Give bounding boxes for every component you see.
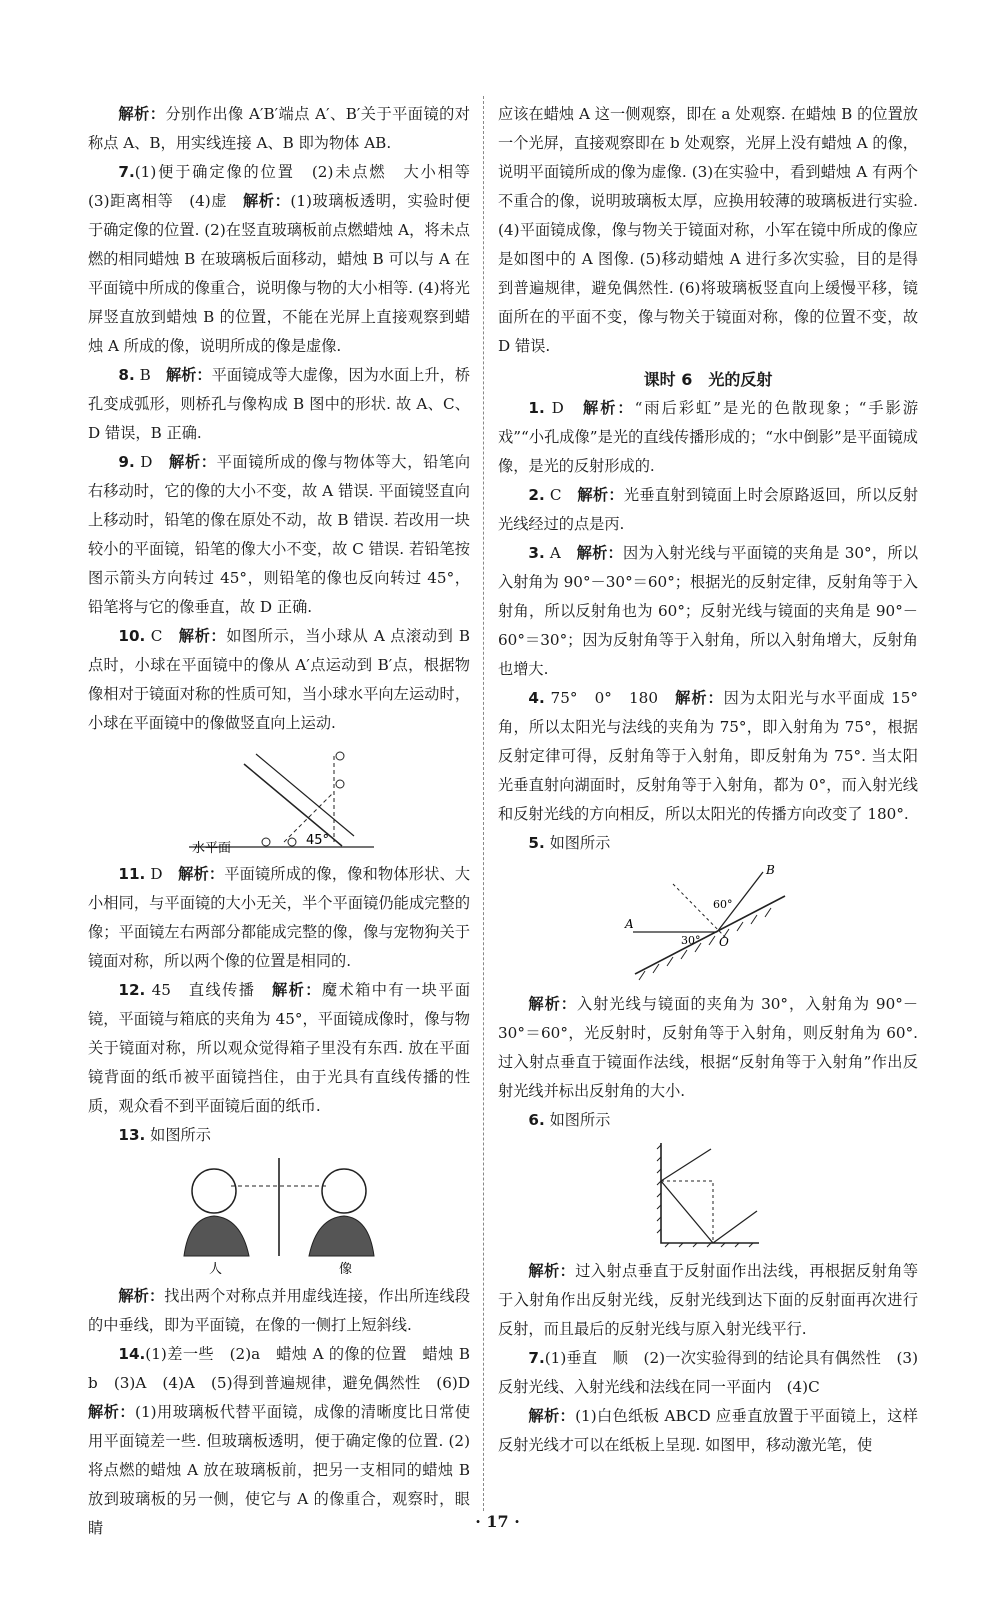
- image-body: [309, 1216, 374, 1256]
- angle-30-label: 30°: [681, 934, 701, 947]
- mirror-hatching: [657, 1145, 753, 1247]
- ground-label: 水平面: [192, 841, 232, 854]
- angle-label: 45°: [306, 833, 330, 848]
- point-a-label: A: [625, 917, 634, 931]
- mirror-ball-figure: [174, 744, 384, 854]
- point-b-label: B: [766, 864, 775, 877]
- r-question-1: 1. D 解析：“雨后彩虹”是光的色散现象；“手影游戏”“小孔成像”是光的直线传播形成的；“水中倒影”是平面镜成像，是光的反射形成的.: [498, 399, 919, 475]
- ball-a: [288, 838, 296, 846]
- question-11-answer: 11. D 解析：平面镜所成的像，像和物体形状、大小相同，与平面镜的大小无关，半个平面镜仍能成完整的像；平面镜左右两部分都能成完整的像，像与宠物狗关于镜面对称，所以两个像的位置是相同的.: [88, 865, 470, 970]
- person-label: 人: [209, 1262, 223, 1276]
- r-question-7: 7.(1)垂直 顺 (2)一次实验得到的结论具有偶然性 (3)反射光线、入射光线和法线在同一平面内 (4)C: [498, 1349, 918, 1396]
- left-column: [88, 100, 486, 1543]
- mirror-hatching: [639, 908, 771, 980]
- r-question-6-explanation: 解析：过入射点垂直于反射面作出法线，再根据反射角等于入射角作出反射光线，反射光线到达下面的反射面再次进行反射，而且最后的反射光线与原入射光线平行.: [498, 1262, 919, 1338]
- question-8-answer: 8. B 解析：平面镜成等大虚像，因为水面上升，桥孔变成弧形，则桥孔与像构成 B 图中的形状. 故 A、C、D 错误，B 正确.: [88, 366, 471, 442]
- angle-60-label: 60°: [713, 898, 733, 911]
- image-label: 像: [339, 1262, 353, 1276]
- r-question-5: 5. 如图所示: [528, 834, 611, 852]
- double-mirror-figure: [653, 1141, 763, 1251]
- mirror-corner: [661, 1143, 759, 1243]
- person-head: [192, 1169, 236, 1213]
- question-10-answer: 10. C 解析：如图所示，当小球从 A 点滚动到 B 点时，小球在平面镜中的像从 A′点运动到 B′点，根据物像相对于镜面对称的性质可知，当小球水平向左运动时，小球在平面镜中的像做竖直向上运动.: [88, 627, 471, 732]
- mirror-surface: [635, 896, 785, 974]
- right-column: [498, 100, 918, 1460]
- question-12-answer: 12. 45 直线传播 解析：魔术箱中有一块平面镜，平面镜与箱底的夹角为 45°，平面镜成像时，像与物关于镜面对称，所以观众觉得箱子里没有东西. 放在平面镜背面的纸币被平面镜挡住，由于光具有直线传播的性质，观众看不到平面镜后面的纸币.: [88, 981, 471, 1115]
- question-7-answer: 7.(1)便于确定像的位置 (2)未点燃 大小相等 (3)距离相等 (4)虚 解析：(1)玻璃板透明，实验时便于确定像的位置. (2)在竖直玻璃板前点燃蜡烛 A，将未点燃的相同蜡烛 B 在玻璃板后面移动，蜡烛 B 可以与 A 在平面镜中所成的像重合，说明像与物的大小相等. (4)将光屏竖直放到蜡烛 B 的位置，不能在光屏上直接观察到蜡烛 A 所成的像，说明所成的像是虚像.: [88, 163, 486, 355]
- r-question-2: 2. C 解析：光垂直射到镜面上时会原路返回，所以反射光线经过的点是丙.: [498, 486, 918, 533]
- ball-image-b: [336, 752, 344, 760]
- answer-paragraph: 解析：分别作出像 A′B′端点 A′、B′关于平面镜的对称点 A、B，用实线连接 A、B 即为物体 AB.: [88, 105, 470, 152]
- ball-b: [262, 838, 270, 846]
- page-number: · 17 ·: [475, 1512, 520, 1531]
- r-question-7-explanation: 解析：(1)白色纸板 ABCD 应垂直放置于平面镜上，这样反射光线才可以在纸板上呈现. 如图甲，移动激光笔，使: [498, 1407, 918, 1454]
- r-question-5-explanation: 解析：入射光线与镜面的夹角为 30°，入射角为 90°－30°＝60°，光反射时，反射角等于入射角，则反射角为 60°. 过入射点垂直于镜面作法线，根据“反射角等于入射角”作出反射光线并标出反射角的大小.: [498, 995, 919, 1100]
- person-body: [184, 1216, 249, 1256]
- mirror-back-line: [256, 754, 354, 836]
- ball-image-a: [336, 780, 344, 788]
- r-question-6: 6. 如图所示: [528, 1111, 611, 1129]
- lesson-title: 课时 6 光的反射: [643, 370, 773, 389]
- question-9-answer: 9. D 解析：平面镜所成的像与物体等大，铅笔向右移动时，它的像的大小不变，故 A 错误. 平面镜竖直向上移动时，铅笔的像在原处不动，故 B 错误. 若改用一块较小的平面镜，铅笔的像大小不变，故 C 错误. 若铅笔按图示箭头方向转过 45°，则铅笔的像也反向转过 45°，铅笔将与它的像垂直，故 D 正确.: [88, 453, 471, 616]
- image-head: [322, 1169, 366, 1213]
- column-divider: [483, 96, 484, 1511]
- question-13-explanation: 解析：找出两个对称点并用虚线连接，作出所连线段的中垂线，即为平面镜，在像的一侧打上短斜线.: [88, 1287, 471, 1334]
- question-13-answer: 13. 如图所示: [118, 1126, 211, 1144]
- incident-ray: [661, 1149, 711, 1181]
- continued-paragraph: 应该在蜡烛 A 这一侧观察，即在 a 处观察. 在蜡烛 B 的位置放一个光屏，直接观察即在 b 处观察，光屏上没有蜡烛 A 的像，说明平面镜所成的像为虚像. (3)在实验中，看到蜡烛 A 有两个不重合的像，说明玻璃板太厚，应换用较薄的玻璃板进行实验. (4)平面镜成像，像与物关于镜面对称，小军在镜中所成的像应是如图中的 A 图像. (5)移动蜡烛 A 进行多次实验，目的是得到普遍规律，避免偶然性. (6)将玻璃板竖直向上缓慢平移，镜面所在的平面不变，像与物关于镜面对称，像的位置不变，故 D 错误.: [498, 105, 918, 355]
- reflection-figure: [623, 864, 793, 984]
- second-reflected-ray: [713, 1211, 757, 1243]
- r-question-4: 4. 75° 0° 180 解析：因为太阳光与水平面成 15° 角，所以太阳光与法线的夹角为 75°，即入射角为 75°，根据反射定律可得，反射角等于入射角，即反射角为 75°. 当太阳光垂直射向湖面时，反射角等于入射角，都为 0°，而入射光线和反射光线的方向相反，所以太阳光的传播方向改变了 180°.: [498, 689, 919, 823]
- question-14-answer: 14.(1)差一些 (2)a 蜡烛 A 的像的位置 蜡烛 B b (3)A (4)A (5)得到普遍规律，避免偶然性 (6)D 解析：(1)用玻璃板代替平面镜，成像的清晰度比日常使用平面镜差一些. 但玻璃板透明，便于确定像的位置. (2)将点燃的蜡烛 A 放在玻璃板前，把另一支相同的蜡烛 B 放到玻璃板的另一侧，使它与 A 的像重合，观察时，眼睛: [88, 1345, 486, 1537]
- r-question-3: 3. A 解析：因为入射光线与平面镜的夹角是 30°，所以入射角为 90°－30°＝60°；根据光的反射定律，反射角等于入射角，所以反射角也为 60°；反射光线与镜面的夹角是 90°－60°＝30°；因为反射角等于入射角，所以入射角增大，反射角也增大.: [498, 544, 919, 678]
- point-o-label: O: [719, 935, 729, 949]
- person-mirror-figure: [169, 1156, 389, 1276]
- first-reflected-ray: [661, 1181, 713, 1243]
